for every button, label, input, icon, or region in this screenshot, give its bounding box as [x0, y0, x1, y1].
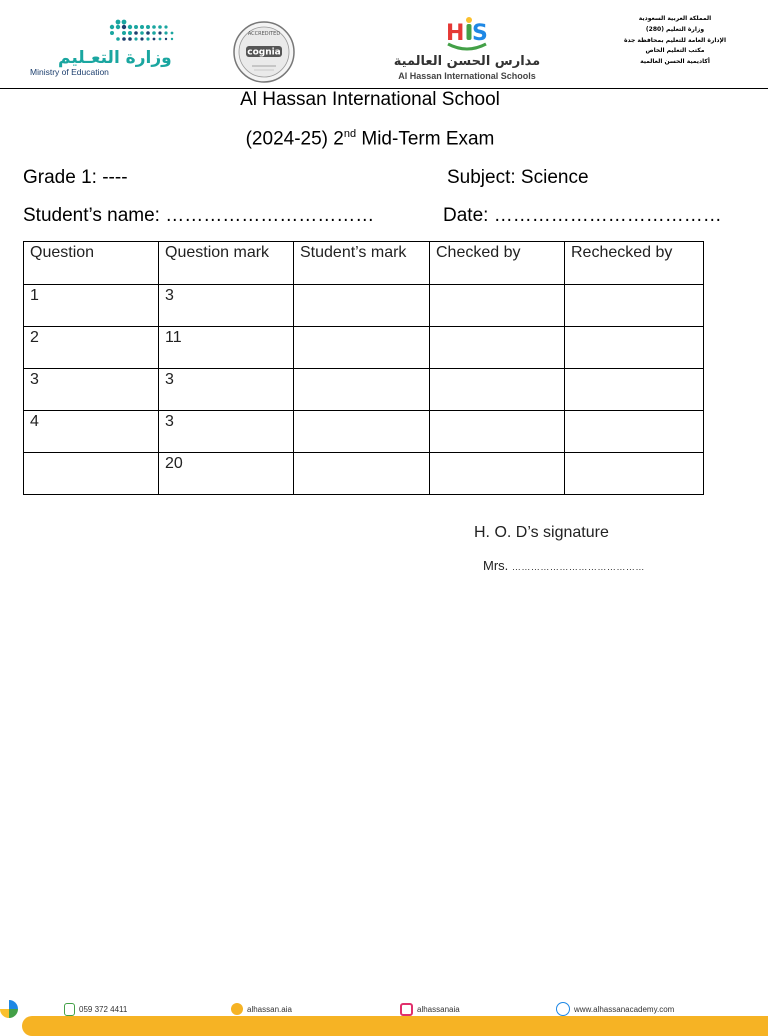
website-url: www.alhassanacademy.com — [574, 1004, 675, 1014]
arabic-line: مكتب التعليم الخاص — [645, 47, 705, 55]
exam-title-suffix: Mid-Term Exam — [356, 128, 495, 150]
question-mark-cell: 11 — [159, 327, 294, 369]
hod-signature-label: H. O. D’s signature — [474, 524, 609, 541]
student-mark-cell — [294, 411, 430, 453]
checked-by-cell — [430, 453, 565, 495]
exam-title-prefix: (2024-25) 2 — [245, 128, 344, 150]
table-row — [24, 369, 704, 411]
footer-orange-bar — [22, 1016, 768, 1036]
instagram-handle: alhassanaia — [417, 1004, 460, 1014]
header-rechecked-by: Rechecked by — [565, 242, 704, 285]
table-total-row — [24, 453, 704, 495]
table-row — [24, 411, 704, 453]
al-hassan-schools-logo — [392, 14, 542, 84]
student-mark-cell — [294, 327, 430, 369]
cognia-name: cognia — [247, 47, 281, 58]
cognia-accreditation-seal — [232, 20, 296, 84]
subject-label: Subject: Science — [447, 167, 589, 188]
table-row — [24, 327, 704, 369]
svg-text:S: S — [472, 21, 488, 46]
school-title: Al Hassan International School — [240, 89, 500, 110]
school-english-name: Al Hassan International Schools — [398, 71, 536, 81]
table-row — [24, 285, 704, 327]
table-header-row — [24, 242, 704, 285]
question-number-cell: 2 — [24, 327, 159, 369]
snapchat-icon — [231, 1003, 243, 1015]
corner-brand-icon — [0, 1000, 18, 1018]
header-question-mark: Question mark — [159, 242, 294, 285]
question-number-cell — [24, 453, 159, 495]
exam-title-ordinal: nd — [343, 128, 357, 140]
instagram-icon — [400, 1003, 413, 1016]
header-checked-by: Checked by — [430, 242, 565, 285]
arabic-line: المملكة العربية السعودية — [638, 15, 712, 22]
rechecked-by-cell — [565, 411, 704, 453]
checked-by-cell — [430, 327, 565, 369]
signature-dots: …………………………………… — [511, 562, 645, 572]
question-mark-cell: 3 — [159, 369, 294, 411]
question-mark-cell: 3 — [159, 285, 294, 327]
phone-icon — [64, 1003, 75, 1016]
cognia-accredited-text: ACCREDITED — [247, 31, 281, 37]
marks-table — [23, 241, 704, 495]
student-mark-cell — [294, 453, 430, 495]
exam-title — [0, 128, 740, 150]
date-field: Date: ……………………………… — [443, 205, 722, 226]
question-mark-cell: 3 — [159, 411, 294, 453]
question-number-cell: 4 — [24, 411, 159, 453]
arabic-line: الإدارة العامة للتعليم بمحافظة جدة — [623, 36, 727, 44]
question-number-cell: 1 — [24, 285, 159, 327]
ministry-of-education-logo — [28, 18, 172, 78]
arabic-line: أكاديمية الحسن العالمية — [640, 58, 710, 66]
question-number-cell: 3 — [24, 369, 159, 411]
snapchat-handle: alhassan.aia — [247, 1004, 292, 1014]
mrs-label: Mrs. — [483, 558, 509, 573]
phone-number: 059 372 4411 — [79, 1004, 128, 1014]
checked-by-cell — [430, 411, 565, 453]
student-mark-cell — [294, 285, 430, 327]
student-name-field: Student’s name: …………………………… — [23, 205, 375, 226]
grade-label: Grade 1: ---- — [23, 167, 128, 188]
moe-dots-graphic — [68, 18, 178, 46]
rechecked-by-cell — [565, 453, 704, 495]
rechecked-by-cell — [565, 369, 704, 411]
header-question: Question — [24, 242, 159, 285]
school-arabic-name: مدارس الحسن العالمية — [393, 54, 541, 69]
signature-line — [483, 558, 645, 573]
total-mark-cell: 20 — [159, 453, 294, 495]
globe-icon — [556, 1002, 570, 1016]
header-student-mark: Student’s mark — [294, 242, 430, 285]
his-mark-icon — [442, 14, 492, 54]
svg-text:H: H — [446, 21, 465, 46]
rechecked-by-cell — [565, 285, 704, 327]
checked-by-cell — [430, 285, 565, 327]
moe-arabic-name: وزارة التعـليم — [58, 48, 172, 68]
rechecked-by-cell — [565, 327, 704, 369]
arabic-line: وزارة التعليم (280) — [645, 25, 705, 33]
checked-by-cell — [430, 369, 565, 411]
moe-english-name: Ministry of Education — [30, 67, 109, 77]
arabic-admin-block — [610, 14, 740, 68]
student-mark-cell — [294, 369, 430, 411]
